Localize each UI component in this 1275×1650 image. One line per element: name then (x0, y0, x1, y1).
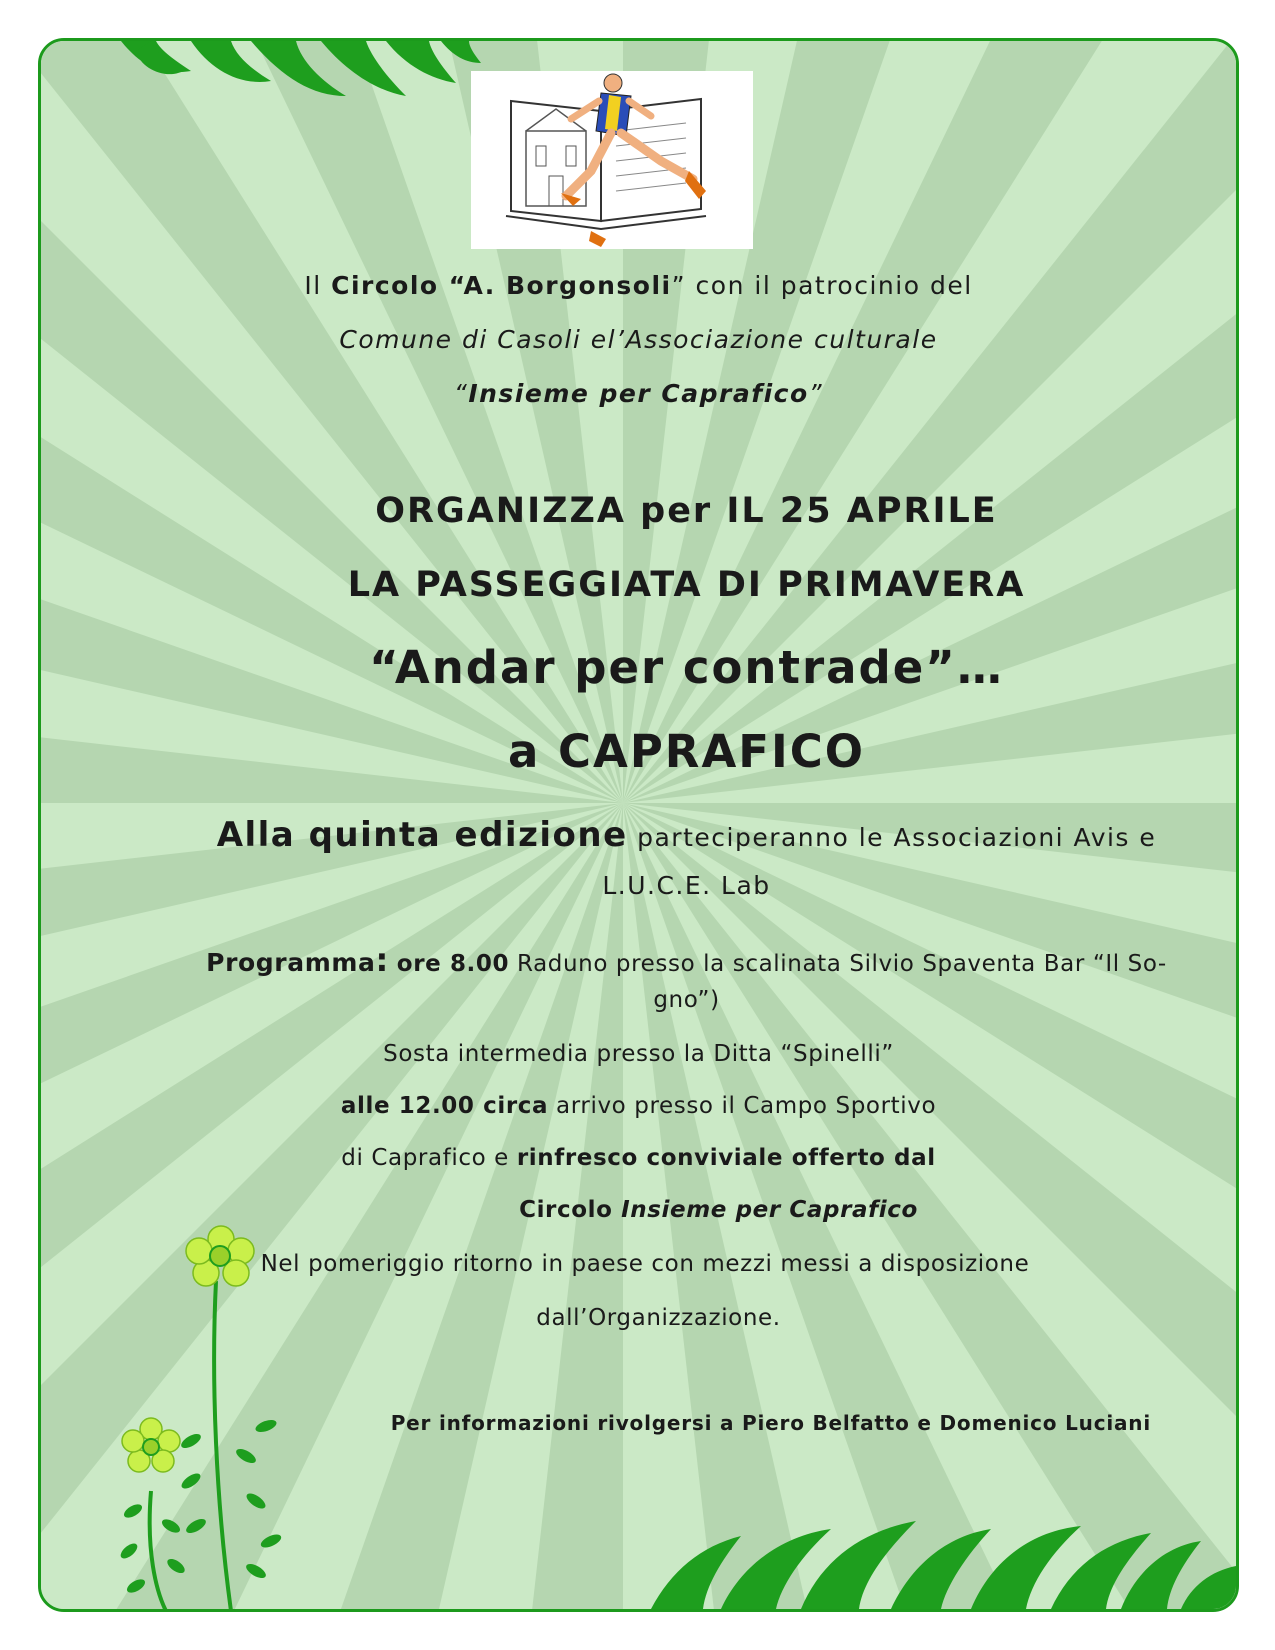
flowers-decoration (71, 1221, 311, 1611)
quote-open: “ (453, 379, 469, 408)
association-name: Insieme per Caprafico (468, 379, 809, 408)
programma-time-2: alle 12.00 circa (340, 1093, 549, 1119)
programma-line-6 (203, 1251, 1203, 1277)
programma-item-3: arrivo presso il Campo Sportivo (548, 1093, 937, 1119)
quote-close: ” (808, 379, 824, 408)
headline-line-1: ORGANIZZA per IL 25 APRILE (375, 491, 998, 531)
programma-line-6b: dall’Organizzazione. (536, 1305, 781, 1331)
intro-line-1 (41, 271, 1236, 300)
programma-line-3 (41, 1093, 1236, 1119)
edition-bold: Alla quinta edizione (216, 815, 628, 855)
intro-suffix: ” con il patrocinio del (671, 271, 973, 300)
programma-item-4-plain: di Caprafico e (341, 1145, 517, 1171)
programma-line-5 (121, 1197, 1239, 1223)
edition-rest: parteciperanno le Associazioni Avis e (627, 823, 1157, 852)
contact-line: Per informazioni rivolgersi a Piero Belfatto e Domenico Luciani (390, 1411, 1151, 1435)
poster (38, 38, 1239, 1612)
circolo-name: Circolo “A. Borgonsoli (331, 271, 672, 300)
programma-line-1 (89, 941, 1239, 979)
programma-line-2: Sosta intermedia presso la Ditta “Spinelli” (383, 1041, 894, 1067)
edition-line-1 (89, 815, 1239, 855)
intro-prefix: Il (304, 271, 332, 300)
programma-line-4 (41, 1145, 1236, 1171)
programma-line-1b: gno”) (653, 987, 720, 1013)
programma-label: Programma (206, 948, 376, 977)
programma-item-5-italic: Insieme per Caprafico (621, 1197, 918, 1223)
programma-time-1: ore 8.00 (396, 951, 510, 977)
programma-item-5-bold: Circolo (519, 1197, 622, 1223)
programma-item-4-bold: rinfresco conviviale offerto dal (516, 1145, 936, 1171)
intro-line-2: Comune di Casoli el’Associazione culturale (339, 325, 938, 354)
intro-line-3 (41, 379, 1236, 408)
programma-item-6: Nel pomeriggio ritorno in paese con mezzi messi a disposizione (260, 1251, 1030, 1277)
programma-item-1: Raduno presso la scalinata Silvio Spaventa Bar “Il So- (509, 951, 1167, 977)
headline-line-2: LA PASSEGGIATA DI PRIMAVERA (347, 565, 1026, 605)
headline-line-3: “Andar per contrade”… (369, 641, 1004, 694)
programma-colon: : (375, 941, 389, 979)
edition-line-2: L.U.C.E. Lab (602, 871, 771, 900)
headline-line-4: a CAPRAFICO (507, 725, 866, 778)
